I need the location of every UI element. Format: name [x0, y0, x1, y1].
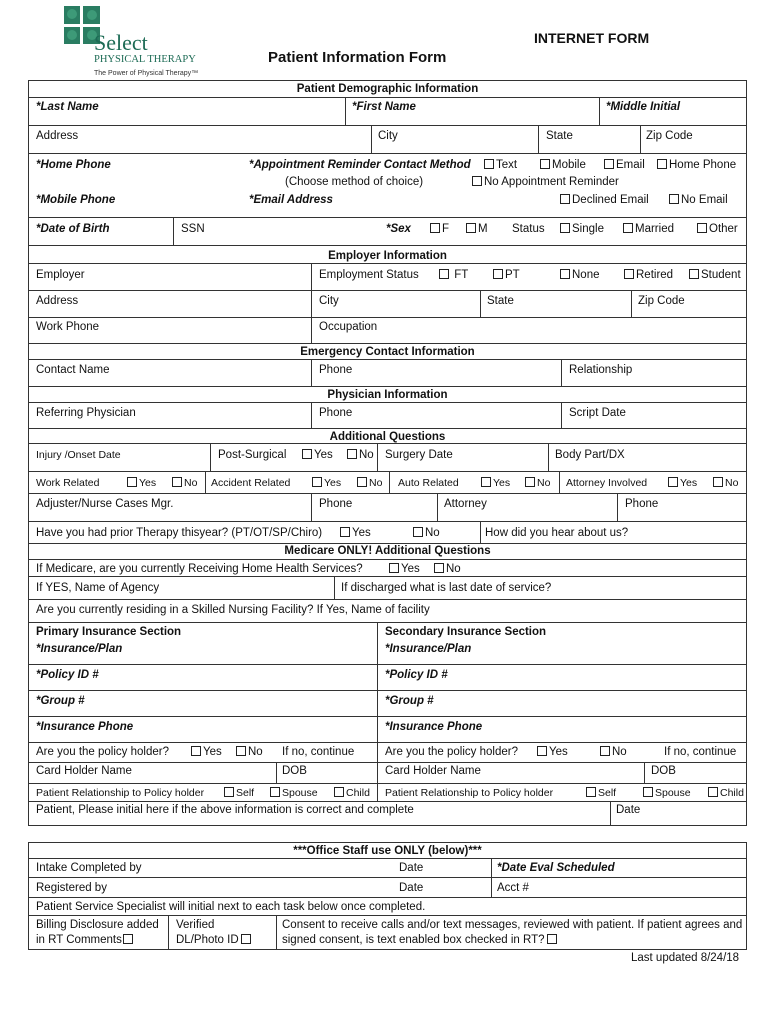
sex-m[interactable]: M: [466, 222, 488, 236]
choose-method-label: (Choose method of choice): [285, 176, 424, 188]
billing-line1: Billing Disclosure added: [36, 919, 159, 931]
secondary-insurance-heading: Secondary Insurance Section: [385, 626, 547, 638]
agency-label: If YES, Name of Agency: [36, 582, 160, 594]
opt-text[interactable]: Text: [484, 158, 517, 172]
checkbox[interactable]: [347, 449, 357, 459]
employer-heading: Employer Information: [328, 250, 447, 262]
employer-address-label: Address: [36, 295, 79, 307]
checkbox[interactable]: [270, 787, 280, 797]
checkbox[interactable]: [525, 477, 535, 487]
checkbox[interactable]: [389, 563, 399, 573]
checkbox[interactable]: [340, 527, 350, 537]
secondary-rel-self[interactable]: Self: [586, 786, 616, 800]
attorney-label: Attorney: [444, 498, 487, 510]
address-label: Address: [36, 130, 79, 142]
primary-card-holder-label: Card Holder Name: [36, 765, 132, 777]
intake-date-label: Date: [399, 862, 424, 874]
initial-date-label: Date: [616, 804, 641, 816]
home-phone-label: *Home Phone: [36, 159, 111, 171]
checkbox[interactable]: [540, 159, 550, 169]
page-title: Patient Information Form: [268, 49, 447, 66]
work-phone-label: Work Phone: [36, 321, 100, 333]
post-surgical-label: Post-Surgical: [218, 449, 287, 461]
auto-related-no[interactable]: No: [525, 476, 550, 490]
checkbox[interactable]: [560, 223, 570, 233]
secondary-ins-phone-label: *Insurance Phone: [385, 721, 483, 733]
initial-label: Patient, Please initial here if the above information is correct and complete: [36, 804, 414, 816]
surgery-date-label: Surgery Date: [385, 449, 453, 461]
attorney-involved-label: Attorney Involved: [566, 477, 648, 489]
secondary-rel-child[interactable]: Child: [708, 786, 744, 800]
checkbox[interactable]: [302, 449, 312, 459]
emp-ft[interactable]: FT: [439, 268, 468, 282]
logo-brand: Select: [94, 30, 148, 55]
primary-rel-spouse[interactable]: Spouse: [270, 786, 318, 800]
checkbox[interactable]: [697, 223, 707, 233]
contact-name-label: Contact Name: [36, 364, 110, 376]
intake-label: Intake Completed by: [36, 862, 142, 874]
how-hear-label: How did you hear about us?: [485, 527, 629, 539]
checkbox[interactable]: [643, 787, 653, 797]
checkbox[interactable]: [600, 746, 610, 756]
secondary-plan-label: *Insurance/Plan: [385, 643, 472, 655]
attorney-phone-label: Phone: [625, 498, 659, 510]
checkbox[interactable]: [560, 194, 570, 204]
checkbox[interactable]: [560, 269, 570, 279]
work-related-yes[interactable]: Yes: [127, 476, 156, 490]
opt-home-phone[interactable]: Home Phone: [657, 158, 736, 172]
post-surgical-no[interactable]: No: [347, 448, 374, 462]
logo-line2: PHYSICAL THERAPY: [94, 54, 196, 65]
checkbox[interactable]: [669, 194, 679, 204]
adjuster-phone-label: Phone: [319, 498, 353, 510]
appt-method-label: *Appointment Reminder Contact Method: [249, 159, 471, 171]
email-address-label: *Email Address: [249, 194, 333, 206]
secondary-if-no: If no, continue: [664, 746, 737, 758]
body-part-label: Body Part/DX: [555, 449, 625, 461]
primary-holder-label: Are you the policy holder?: [36, 746, 169, 758]
select-pt-logo: [62, 4, 212, 78]
billing-line2[interactable]: in RT Comments: [36, 933, 135, 947]
opt-mobile[interactable]: Mobile: [540, 158, 586, 172]
home-health-label: If Medicare, are you currently Receiving Home Health Services?: [36, 563, 363, 575]
employer-label: Employer: [36, 269, 85, 281]
prior-therapy-yes[interactable]: Yes: [340, 526, 371, 540]
primary-rel-child[interactable]: Child: [334, 786, 370, 800]
script-date-label: Script Date: [569, 407, 626, 419]
checkbox[interactable]: [236, 746, 246, 756]
home-health-no[interactable]: No: [434, 562, 461, 576]
checkbox[interactable]: [623, 223, 633, 233]
accident-related-yes[interactable]: Yes: [312, 476, 341, 490]
secondary-holder-yes[interactable]: Yes: [537, 745, 568, 759]
checkbox[interactable]: [357, 477, 367, 487]
consent-line2[interactable]: signed consent, is text enabled box checked in RT?: [282, 933, 559, 947]
primary-insurance-heading: Primary Insurance Section: [36, 626, 182, 638]
emp-pt[interactable]: PT: [493, 268, 520, 282]
adjuster-label: Adjuster/Nurse Cases Mgr.: [36, 498, 174, 510]
status-other[interactable]: Other: [697, 222, 738, 236]
ssn-label: SSN: [181, 223, 205, 235]
checkbox[interactable]: [547, 934, 557, 944]
secondary-holder-no[interactable]: No: [600, 745, 627, 759]
verified-line1: Verified: [176, 919, 215, 931]
prior-therapy-no[interactable]: No: [413, 526, 440, 540]
dob-label: *Date of Birth: [36, 223, 110, 235]
additional-heading: Additional Questions: [329, 431, 446, 443]
checkbox[interactable]: [413, 527, 423, 537]
primary-holder-no[interactable]: No: [236, 745, 263, 759]
demographic-heading: Patient Demographic Information: [296, 83, 479, 95]
secondary-group-label: *Group #: [385, 695, 434, 707]
auto-related-yes[interactable]: Yes: [481, 476, 510, 490]
checkbox[interactable]: [708, 787, 718, 797]
occupation-label: Occupation: [319, 321, 378, 333]
injury-date-label: Injury /Onset Date: [36, 449, 121, 461]
attorney-involved-no[interactable]: No: [713, 476, 738, 490]
first-name-label: *First Name: [352, 101, 416, 113]
home-health-yes[interactable]: Yes: [389, 562, 420, 576]
checkbox[interactable]: [493, 269, 503, 279]
work-related-no[interactable]: No: [172, 476, 197, 490]
zip-label: Zip Code: [646, 130, 693, 142]
employer-state-label: State: [487, 295, 514, 307]
primary-plan-label: *Insurance/Plan: [36, 643, 123, 655]
prior-therapy-label: Have you had prior Therapy thisyear? (PT/OT/SP/Chiro): [36, 527, 323, 539]
physician-phone-label: Phone: [319, 407, 353, 419]
primary-group-label: *Group #: [36, 695, 85, 707]
pss-label: Patient Service Specialist will initial next to each task below once completed.: [36, 901, 426, 913]
checkbox[interactable]: [713, 477, 723, 487]
referring-physician-label: Referring Physician: [36, 407, 136, 419]
checkbox[interactable]: [191, 746, 201, 756]
office-heading: ***Office Staff use ONLY (below)***: [293, 845, 482, 857]
employer-city-label: City: [319, 295, 339, 307]
checkbox[interactable]: [127, 477, 137, 487]
snf-label: Are you currently residing in a Skilled Nursing Facility? If Yes, Name of facility: [36, 604, 430, 616]
status-single[interactable]: Single: [560, 222, 604, 236]
last-updated: Last updated 8/24/18: [631, 952, 740, 964]
opt-email[interactable]: Email: [604, 158, 645, 172]
checkbox[interactable]: [224, 787, 234, 797]
relationship-label: Relationship: [569, 364, 633, 376]
secondary-policy-label: *Policy ID #: [385, 669, 448, 681]
accident-related-label: Accident Related: [211, 477, 291, 489]
primary-policy-label: *Policy ID #: [36, 669, 99, 681]
state-label: State: [546, 130, 573, 142]
checkbox[interactable]: [312, 477, 322, 487]
emergency-heading: Emergency Contact Information: [300, 346, 475, 358]
checkbox[interactable]: [172, 477, 182, 487]
acct-label: Acct #: [497, 882, 529, 894]
opt-no-reminder[interactable]: No Appointment Reminder: [472, 175, 619, 189]
status-label: Status: [512, 223, 545, 235]
post-surgical-yes[interactable]: Yes: [302, 448, 333, 462]
secondary-card-holder-label: Card Holder Name: [385, 765, 481, 777]
auto-related-label: Auto Related: [398, 477, 459, 489]
discharged-label: If discharged what is last date of service?: [341, 582, 552, 594]
medicare-heading: Medicare ONLY! Additional Questions: [284, 545, 491, 557]
registered-date-label: Date: [399, 882, 424, 894]
checkbox[interactable]: [241, 934, 251, 944]
checkbox[interactable]: [624, 269, 634, 279]
checkbox[interactable]: [537, 746, 547, 756]
checkbox[interactable]: [604, 159, 614, 169]
emp-retired[interactable]: Retired: [624, 268, 673, 282]
accident-related-no[interactable]: No: [357, 476, 382, 490]
checkbox[interactable]: [689, 269, 699, 279]
secondary-relationship-label: Patient Relationship to Policy holder: [385, 787, 554, 799]
secondary-dob-label: DOB: [651, 765, 676, 777]
verified-line2[interactable]: DL/Photo ID: [176, 933, 253, 947]
secondary-rel-spouse[interactable]: Spouse: [643, 786, 691, 800]
opt-declined-email[interactable]: Declined Email: [560, 193, 649, 207]
attorney-involved-yes[interactable]: Yes: [668, 476, 697, 490]
status-married[interactable]: Married: [623, 222, 674, 236]
sex-f[interactable]: F: [430, 222, 449, 236]
eval-label: *Date Eval Scheduled: [497, 862, 615, 874]
emergency-phone-label: Phone: [319, 364, 353, 376]
mobile-phone-label: *Mobile Phone: [36, 194, 116, 206]
primary-rel-self[interactable]: Self: [224, 786, 254, 800]
checkbox[interactable]: [123, 934, 133, 944]
employer-zip-label: Zip Code: [638, 295, 685, 307]
checkbox[interactable]: [430, 223, 440, 233]
employment-status-label: Employment Status: [319, 269, 419, 281]
checkbox[interactable]: [334, 787, 344, 797]
emp-student[interactable]: Student: [689, 268, 741, 282]
work-related-label: Work Related: [36, 477, 100, 489]
primary-relationship-label: Patient Relationship to Policy holder: [36, 787, 205, 799]
checkbox[interactable]: [481, 477, 491, 487]
internet-form-label: INTERNET FORM: [534, 30, 650, 46]
checkbox[interactable]: [668, 477, 678, 487]
checkbox[interactable]: [472, 176, 482, 186]
opt-no-email[interactable]: No Email: [669, 193, 728, 207]
primary-if-no: If no, continue: [282, 746, 355, 758]
consent-line1: Consent to receive calls and/or text messages, reviewed with patient. If patient agrees and: [282, 919, 743, 931]
checkbox[interactable]: [657, 159, 667, 169]
registered-label: Registered by: [36, 882, 107, 894]
checkbox[interactable]: [434, 563, 444, 573]
primary-holder-yes[interactable]: Yes: [191, 745, 222, 759]
primary-dob-label: DOB: [282, 765, 307, 777]
checkbox[interactable]: [439, 269, 449, 279]
checkbox[interactable]: [484, 159, 494, 169]
checkbox[interactable]: [466, 223, 476, 233]
middle-initial-label: *Middle Initial: [606, 101, 681, 113]
city-label: City: [378, 130, 398, 142]
physician-heading: Physician Information: [327, 389, 448, 401]
emp-none[interactable]: None: [560, 268, 600, 282]
logo-tagline: The Power of Physical Therapy™: [94, 70, 199, 77]
secondary-holder-label: Are you the policy holder?: [385, 746, 518, 758]
primary-ins-phone-label: *Insurance Phone: [36, 721, 134, 733]
last-name-label: *Last Name: [36, 101, 99, 113]
sex-label: *Sex: [386, 223, 411, 235]
checkbox[interactable]: [586, 787, 596, 797]
